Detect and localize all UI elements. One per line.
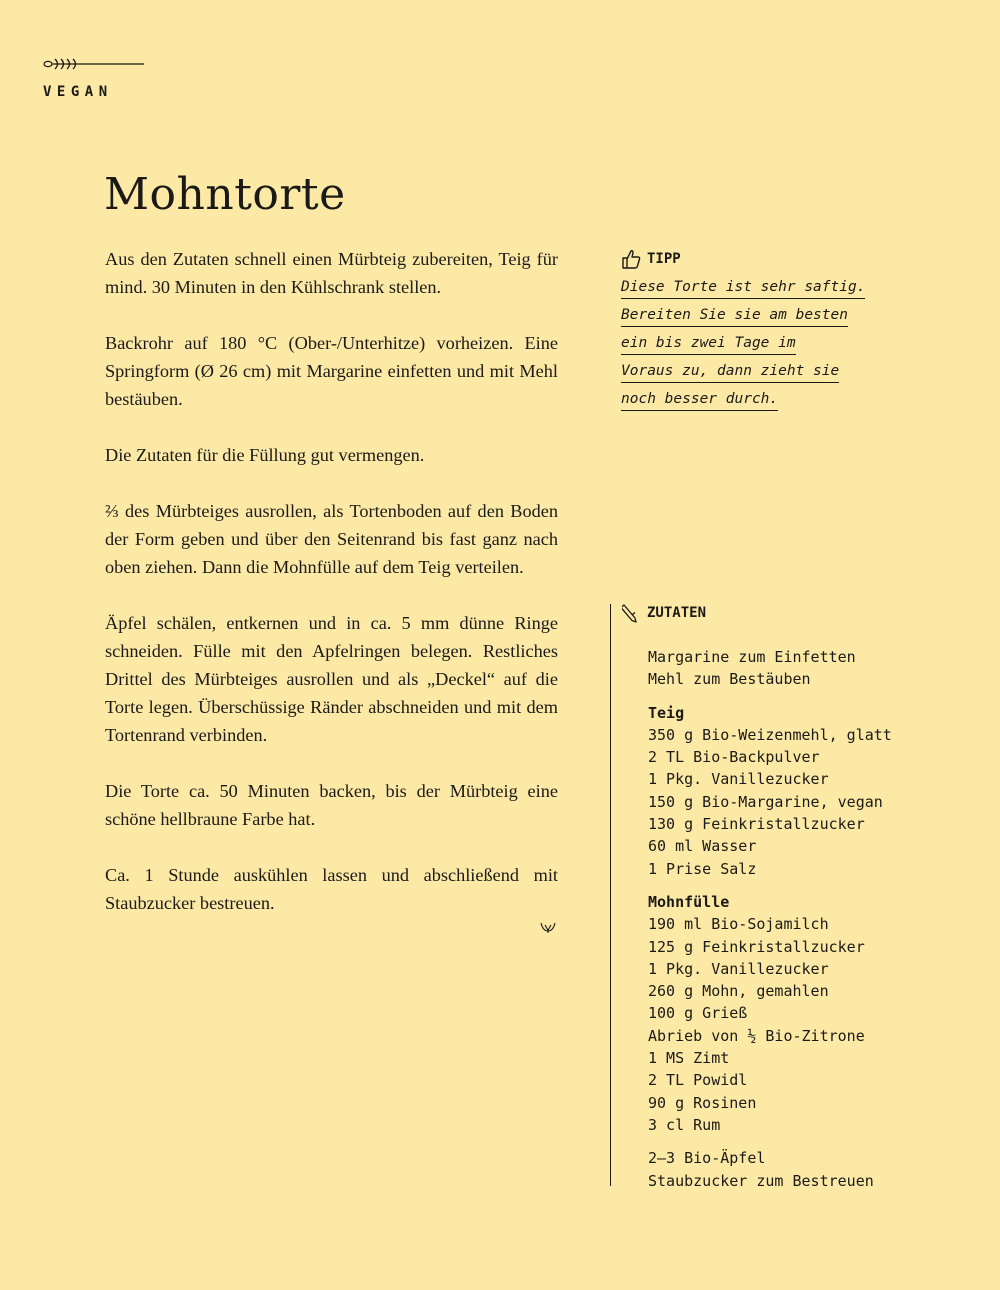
tip-header (621, 246, 911, 272)
ingredient-item: Margarine zum Einfetten (648, 648, 856, 666)
ingredient-item: 1 MS Zimt (648, 1049, 730, 1068)
ingredient-item: 150 g Bio-Margarine, vegan (648, 792, 883, 811)
ingredient-group-title: Teig (648, 703, 685, 722)
ingredient-group (648, 646, 948, 691)
ingredients-header (622, 600, 706, 626)
ingredients-label: ZUTATEN (647, 605, 707, 621)
step-paragraph: Äpfel schälen, entkernen und in ca. 5 mm dünne Ringe schneiden. Fülle mit den Apfelringen belegen. Restliches Drittel des Mürbteiges ausrollen und als „Deckel“ auf die Torte legen. Überschüssige Ränder abschneiden und mit dem Tortenrand verbinden. (105, 613, 558, 745)
category-label: VEGAN (43, 84, 113, 100)
ingredient-item: 3 cl Rum (648, 1115, 721, 1134)
leaf-end-mark-icon (539, 920, 557, 934)
ingredient-item: 60 ml Wasser (648, 837, 757, 856)
tip-label: TIPP (647, 251, 681, 267)
step-paragraph: Die Torte ca. 50 Minuten backen, bis der Mürbteig eine schöne hellbraune Farbe hat. (105, 781, 558, 829)
ingredients-divider (610, 604, 611, 1186)
ingredient-item: Staubzucker zum Bestreuen (648, 1171, 874, 1190)
ingredients-list (648, 646, 948, 1203)
recipe-title: Mohntorte (104, 169, 346, 220)
tip-line: Diese Torte ist sehr saftig. (621, 276, 865, 299)
recipe-steps (105, 245, 558, 917)
ingredient-item: 90 g Rosinen (648, 1093, 757, 1112)
step-paragraph: Backrohr auf 180 °C (Ober-/Unterhitze) vorheizen. Eine Springform (Ø 26 cm) mit Margarine einfetten und mit Mehl bestäuben. (105, 333, 558, 409)
tip-box (621, 246, 911, 416)
step-paragraph: Ca. 1 Stunde auskühlen lassen und abschließend mit Staubzucker bestreuen. (105, 865, 558, 913)
ingredient-item: 350 g Bio-Weizenmehl, glatt (648, 725, 892, 744)
ingredient-item: Mehl zum Bestäuben (648, 670, 811, 689)
ingredient-item: 260 g Mohn, gemahlen (648, 982, 829, 1001)
ingredient-item: 2–3 Bio-Äpfel (648, 1149, 766, 1168)
step-paragraph: Aus den Zutaten schnell einen Mürbteig zubereiten, Teig für mind. 30 Minuten in den Kühlschrank stellen. (105, 249, 558, 297)
tip-text (621, 276, 911, 411)
ingredient-item: 2 TL Bio-Backpulver (648, 748, 820, 767)
ingredient-item: 125 g Feinkristallzucker (648, 937, 865, 956)
ingredient-group-title: Mohnfülle (648, 892, 730, 911)
wheat-ornament-icon (42, 56, 146, 72)
tip-line: Bereiten Sie sie am besten (621, 304, 848, 327)
ingredient-item: 1 Pkg. Vanillezucker (648, 770, 829, 789)
ingredient-item: 1 Prise Salz (648, 859, 757, 878)
step-paragraph: Die Zutaten für die Füllung gut vermengen. (105, 445, 425, 465)
thumbs-up-icon (621, 248, 641, 270)
pencil-icon (622, 603, 640, 623)
ingredient-item: 190 ml Bio-Sojamilch (648, 915, 829, 934)
ingredient-item: 2 TL Powidl (648, 1071, 748, 1090)
ingredient-group (648, 891, 948, 1136)
ingredient-item: 100 g Grieß (648, 1004, 748, 1023)
ingredient-group (648, 702, 948, 880)
ingredient-group (648, 1147, 948, 1192)
tip-line: Voraus zu, dann zieht sie (621, 360, 839, 383)
tip-line: ein bis zwei Tage im (621, 332, 796, 355)
tip-line: noch besser durch. (621, 388, 778, 411)
ingredient-item: 1 Pkg. Vanillezucker (648, 959, 829, 978)
ingredient-item: Abrieb von ½ Bio-Zitrone (648, 1026, 865, 1045)
step-paragraph: ⅔ des Mürbteiges ausrollen, als Tortenboden auf den Boden der Form geben und über den Seitenrand bis fast ganz nach oben ziehen. Dann die Mohnfülle auf dem Teig verteilen. (105, 501, 558, 577)
ingredient-item: 130 g Feinkristallzucker (648, 815, 865, 834)
